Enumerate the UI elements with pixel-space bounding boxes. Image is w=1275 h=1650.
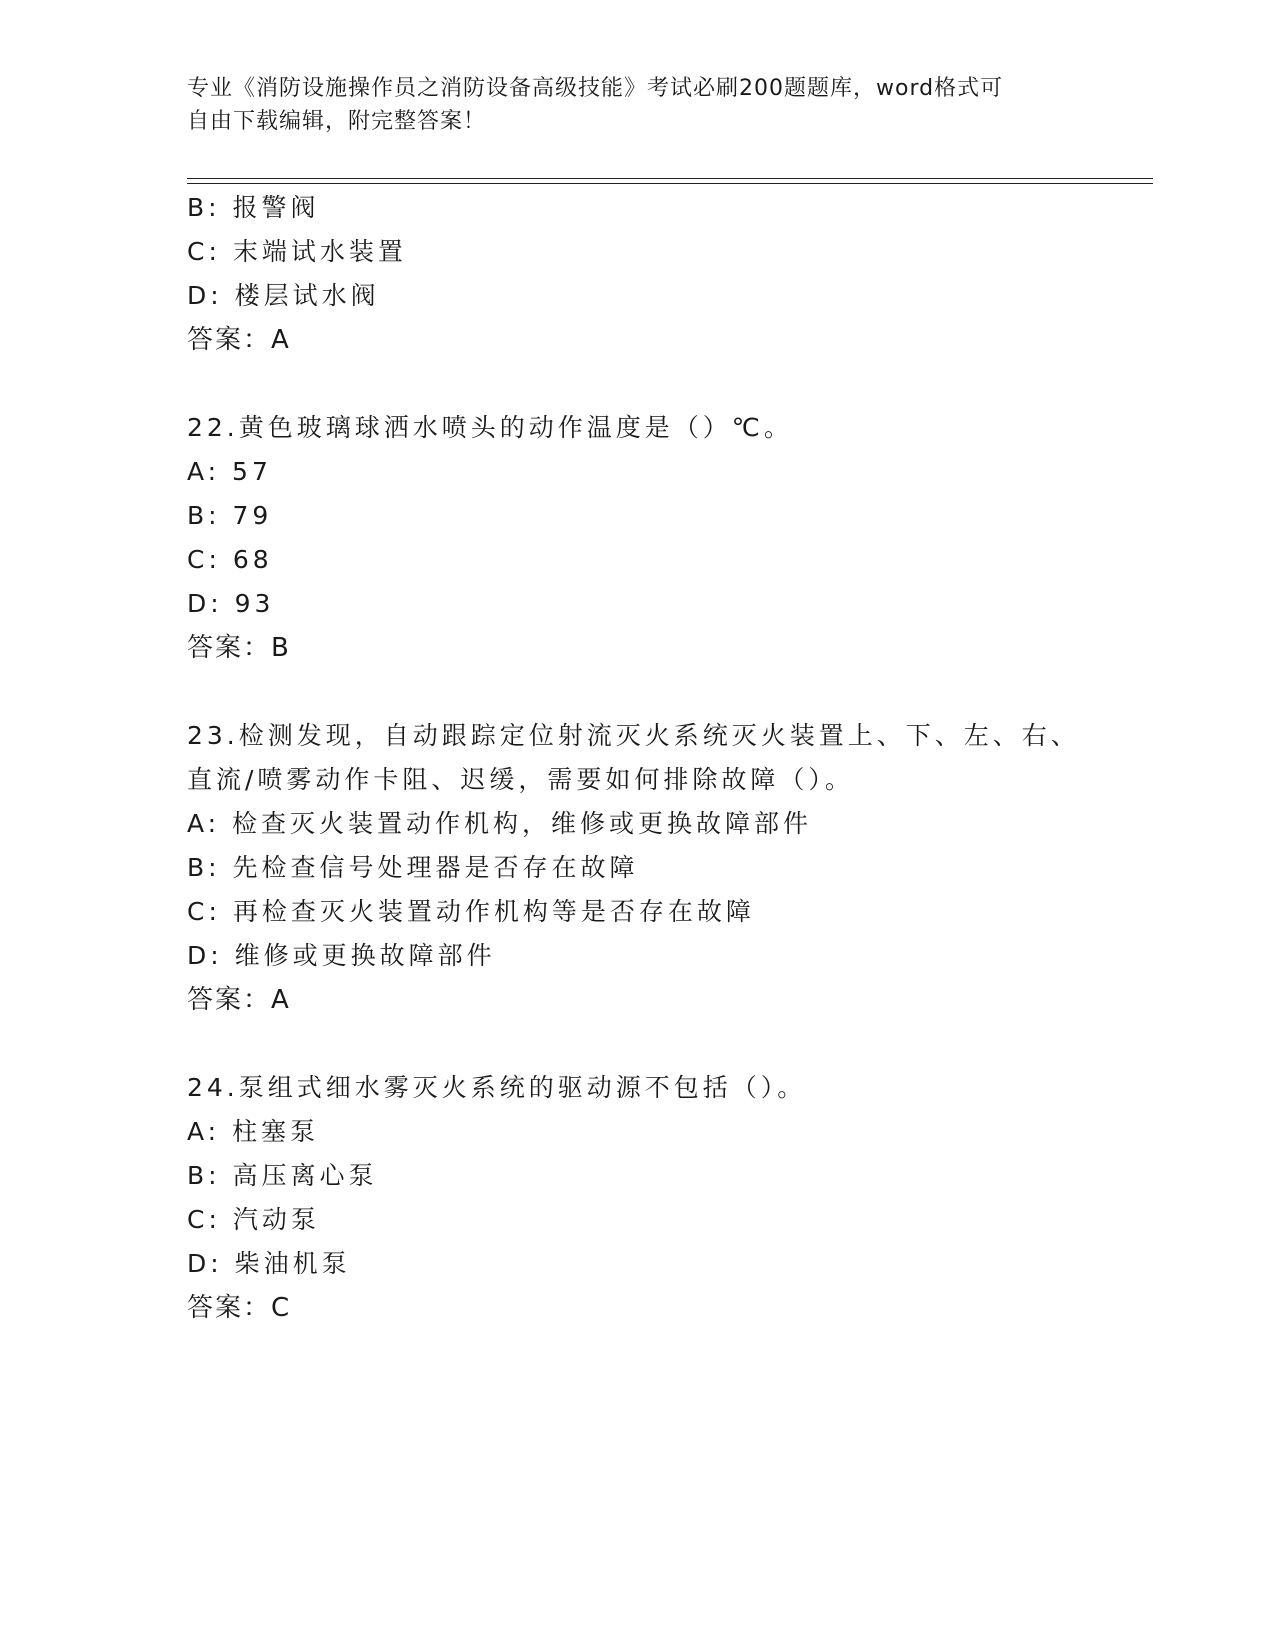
question-22-option-b: B: 79: [187, 501, 273, 530]
header-rule-top: [187, 178, 1153, 179]
question-23-option-b: B: 先检查信号处理器是否存在故障: [187, 853, 639, 882]
prev-answer: 答案：A: [187, 325, 291, 355]
question-23-answer: 答案：A: [187, 985, 291, 1015]
question-24-option-b: B: 高压离心泵: [187, 1161, 378, 1190]
question-24-stem: 24.泵组式细水雾灭火系统的驱动源不包括（）。: [187, 1073, 807, 1102]
question-23-option-d: D: 维修或更换故障部件: [187, 941, 496, 970]
question-23-stem-line1: 23.检测发现，自动跟踪定位射流灭火系统灭火装置上、下、左、右、: [187, 721, 1080, 750]
question-24-answer: 答案：C: [187, 1293, 292, 1323]
question-23-option-a: A: 检查灭火装置动作机构，维修或更换故障部件: [187, 809, 813, 838]
prev-option-d: D: 楼层试水阀: [187, 281, 380, 310]
document-header: 专业《消防设施操作员之消防设备高级技能》考试必刷200题题库，word格式可 自由下载编辑，附完整答案！: [187, 76, 1004, 134]
prev-option-b: B: 报警阀: [187, 193, 320, 222]
question-22-option-d: D: 93: [187, 589, 275, 618]
question-22-stem: 22.黄色玻璃球洒水喷头的动作温度是（）℃。: [187, 413, 793, 442]
question-24-option-c: C: 汽动泵: [187, 1205, 320, 1234]
question-24-option-a: A: 柱塞泵: [187, 1117, 320, 1146]
question-24-option-d: D: 柴油机泵: [187, 1249, 351, 1278]
question-22-option-a: A: 57: [187, 457, 272, 486]
prev-option-c: C: 末端试水装置: [187, 237, 407, 266]
question-23-stem-line2: 直流/喷雾动作卡阻、迟缓，需要如何排除故障（）。: [187, 765, 854, 794]
question-23-option-c: C: 再检查灭火装置动作机构等是否存在故障: [187, 897, 755, 926]
header-rule-bottom: [187, 183, 1153, 184]
question-22-answer: 答案：B: [187, 633, 291, 663]
question-22-option-c: C: 68: [187, 545, 273, 574]
